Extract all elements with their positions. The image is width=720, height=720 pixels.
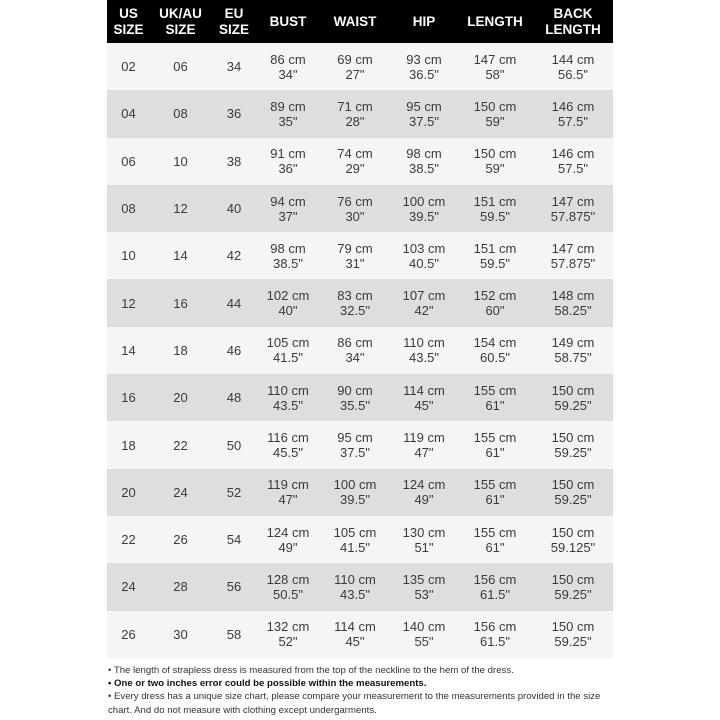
cm-value: 151 cm [473,240,517,256]
bust-cell [257,563,319,610]
cm-value: 119 cm [267,477,309,493]
cm-value: 98 cm [270,240,306,256]
inch-value: 61.5" [480,586,510,602]
cm-value: 150 cm [551,524,595,540]
waist-cell [319,279,391,326]
header-label: HIP [412,13,436,29]
hip-cell [391,138,457,185]
uk-size-cell: 28 [150,563,211,610]
cm-value: 154 cm [473,335,517,351]
bust-cell [257,516,319,563]
header-label: LENGTH [467,13,523,29]
inch-value: 51" [414,539,434,555]
uk-size-cell: 26 [150,516,211,563]
inch-value: 58" [485,66,505,82]
inch-value: 43.5" [340,586,370,602]
cm-value: 71 cm [337,98,373,114]
header-label: WAIST [333,13,377,29]
table-row [107,327,613,374]
length-cell [457,185,533,232]
hip-cell [391,611,457,658]
inch-value: 59.125" [550,539,596,555]
eu-size-cell: 50 [211,421,257,468]
inch-value: 49" [278,539,298,555]
waist-cell [319,421,391,468]
inch-value: 60" [485,303,505,319]
hip-cell [391,563,457,610]
inch-value: 28" [345,113,365,129]
size-chart-table [107,0,613,658]
hip-cell [391,43,457,90]
cm-value: 155 cm [473,382,517,398]
inch-value: 41.5" [273,350,303,366]
eu-size-cell: 56 [211,563,257,610]
inch-value: 39.5" [409,208,439,224]
back-cell [533,138,613,185]
cm-value: 100 cm [333,477,377,493]
cm-value: 110 cm [267,382,309,398]
header-label: BUST [269,13,307,29]
waist-header [319,0,391,43]
length-cell [457,327,533,374]
cm-value: 147 cm [551,240,595,256]
bust-cell [257,374,319,421]
note-item: • The length of strapless dress is measured from the top of the neckline to the hem of the dress. [108,665,514,676]
back-cell [533,232,613,279]
hip-cell [391,421,457,468]
us-size-cell: 04 [107,90,150,137]
eu-size-cell: 46 [211,327,257,374]
bust-cell [257,185,319,232]
length-cell [457,469,533,516]
cm-value: 155 cm [473,430,517,446]
cm-value: 132 cm [266,619,310,635]
length-cell [457,43,533,90]
inch-value: 59.25" [554,397,592,413]
inch-value: 39.5" [340,492,370,508]
cm-value: 114 cm [334,619,376,635]
eu-size-cell: 48 [211,374,257,421]
back-cell [533,374,613,421]
cm-value: 107 cm [402,288,446,304]
hip-cell [391,516,457,563]
inch-value: 59.25" [554,586,592,602]
uk-size-cell: 06 [150,43,211,90]
table-row [107,563,613,610]
uk-size-cell: 10 [150,138,211,185]
length-cell [457,138,533,185]
hip-cell [391,185,457,232]
cm-value: 152 cm [473,288,517,304]
inch-value: 61" [485,397,505,413]
cm-value: 105 cm [266,335,310,351]
inch-value: 45" [414,397,434,413]
inch-value: 35.5" [340,397,370,413]
waist-cell [319,374,391,421]
inch-value: 61.5" [480,634,510,650]
back-cell [533,185,613,232]
inch-value: 59.25" [554,492,592,508]
cm-value: 150 cm [551,619,595,635]
us-size-cell: 14 [107,327,150,374]
table-row [107,279,613,326]
cm-value: 74 cm [337,146,373,162]
eu-size-cell: 40 [211,185,257,232]
inch-value: 41.5" [340,539,370,555]
hip-cell [391,469,457,516]
inch-value: 59.5" [480,208,510,224]
length-cell [457,374,533,421]
inch-value: 34" [278,66,298,82]
header-label: EU [224,5,244,21]
inch-value: 36.5" [409,66,439,82]
eu-size-cell: 52 [211,469,257,516]
cm-value: 93 cm [406,51,442,67]
eu-size-cell: 34 [211,43,257,90]
inch-value: 52" [278,634,298,650]
header-label: SIZE [218,21,249,37]
cm-value: 86 cm [337,335,373,351]
inch-value: 42" [414,303,434,319]
waist-cell [319,563,391,610]
us-size-cell: 22 [107,516,150,563]
cm-value: 150 cm [551,571,595,587]
inch-value: 47" [278,492,298,508]
bust-cell [257,43,319,90]
table-row [107,611,613,658]
header-label: SIZE [165,21,196,37]
us-size-cell: 16 [107,374,150,421]
inch-value: 36" [278,161,298,177]
cm-value: 155 cm [473,524,517,540]
inch-value: 29" [345,161,365,177]
hip-cell [391,374,457,421]
inch-value: 37.5" [409,113,439,129]
inch-value: 38.5" [273,255,303,271]
cm-value: 150 cm [473,146,517,162]
bust-cell [257,421,319,468]
uk-size-cell: 18 [150,327,211,374]
inch-value: 35" [278,113,298,129]
header-label: UK/AU [159,5,202,21]
hip-header [391,0,457,43]
inch-value: 43.5" [273,397,303,413]
table-row [107,90,613,137]
header-label: LENGTH [545,21,601,37]
inch-value: 57.875" [550,255,596,271]
length-cell [457,232,533,279]
inch-value: 32.5" [340,303,370,319]
inch-value: 30" [345,208,365,224]
us-size-cell: 06 [107,138,150,185]
hip-cell [391,90,457,137]
table-row [107,516,613,563]
us-size-cell: 20 [107,469,150,516]
hip-cell [391,232,457,279]
header-row [107,0,613,43]
cm-value: 110 cm [403,335,445,351]
notes [108,664,608,717]
uk-size-cell: 30 [150,611,211,658]
uk-size-cell: 20 [150,374,211,421]
cm-value: 144 cm [551,51,595,67]
cm-value: 83 cm [337,288,373,304]
eu-size-cell: 38 [211,138,257,185]
cm-value: 119 cm [403,430,445,446]
length-cell [457,516,533,563]
table-row [107,43,613,90]
inch-value: 59.25" [554,634,592,650]
table-row [107,374,613,421]
cm-value: 156 cm [473,619,517,635]
cm-value: 86 cm [270,51,306,67]
eu-size-cell: 36 [211,90,257,137]
bust-cell [257,469,319,516]
cm-value: 155 cm [473,477,517,493]
inch-value: 40" [278,303,298,319]
waist-cell [319,185,391,232]
inch-value: 34" [345,350,365,366]
header-label: BACK [553,5,593,21]
cm-value: 79 cm [337,240,373,256]
length-cell [457,421,533,468]
bust-cell [257,90,319,137]
inch-value: 58.25" [554,303,592,319]
cm-value: 95 cm [406,98,442,114]
inch-value: 27" [345,66,365,82]
length-header [457,0,533,43]
bust-header [257,0,319,43]
cm-value: 146 cm [551,98,595,114]
cm-value: 100 cm [402,193,446,209]
cm-value: 147 cm [473,51,517,67]
cm-value: 150 cm [551,430,595,446]
cm-value: 150 cm [473,98,517,114]
size-chart [107,0,613,658]
hip-cell [391,279,457,326]
table-body [107,43,613,658]
back-cell [533,327,613,374]
eu-size-cell: 58 [211,611,257,658]
cm-value: 89 cm [270,98,306,114]
inch-value: 31" [345,255,365,271]
cm-value: 90 cm [337,382,373,398]
inch-value: 50.5" [273,586,303,602]
inch-value: 37.5" [340,445,370,461]
us-size-cell: 24 [107,563,150,610]
table-row [107,138,613,185]
cm-value: 150 cm [551,477,595,493]
us-size-cell: 10 [107,232,150,279]
waist-cell [319,232,391,279]
header-label: US [119,5,138,21]
waist-cell [319,327,391,374]
inch-value: 61" [485,492,505,508]
cm-value: 140 cm [402,619,446,635]
cm-value: 94 cm [270,193,306,209]
cm-value: 150 cm [551,382,595,398]
inch-value: 40.5" [409,255,439,271]
inch-value: 45.5" [273,445,303,461]
cm-value: 135 cm [402,571,446,587]
inch-value: 57.875" [550,208,596,224]
uk-size-cell: 14 [150,232,211,279]
back-cell [533,421,613,468]
back-cell [533,516,613,563]
back-length-header [533,0,613,43]
inch-value: 58.75" [554,350,592,366]
us-size-cell: 26 [107,611,150,658]
us-size-cell: 02 [107,43,150,90]
us-size-cell: 12 [107,279,150,326]
eu-size-cell: 44 [211,279,257,326]
inch-value: 59" [485,113,505,129]
table-row [107,185,613,232]
back-cell [533,469,613,516]
length-cell [457,611,533,658]
cm-value: 128 cm [266,571,310,587]
waist-cell [319,516,391,563]
note-item: • Every dress has a unique size chart, please compare your measurement to the measurements provided in the size chart. And do not measure with clothing except undergarments. [108,691,601,716]
inch-value: 61" [485,445,505,461]
eu-size-cell: 42 [211,232,257,279]
cm-value: 130 cm [402,524,446,540]
table-row [107,232,613,279]
uk-size-cell: 16 [150,279,211,326]
cm-value: 124 cm [402,477,446,493]
inch-value: 60.5" [480,350,510,366]
eu-size-cell: 54 [211,516,257,563]
inch-value: 57.5" [558,161,588,177]
cm-value: 76 cm [337,193,373,209]
length-cell [457,563,533,610]
us-size-header [107,0,150,43]
waist-cell [319,90,391,137]
inch-value: 47" [414,445,434,461]
bust-cell [257,611,319,658]
us-size-cell: 08 [107,185,150,232]
cm-value: 98 cm [406,146,442,162]
cm-value: 91 cm [270,146,306,162]
cm-value: 148 cm [551,288,595,304]
cm-value: 95 cm [337,430,373,446]
cm-value: 124 cm [266,524,310,540]
back-cell [533,279,613,326]
inch-value: 61" [485,539,505,555]
note-item: • One or two inches error could be possible within the measurements. [108,678,427,690]
back-cell [533,611,613,658]
cm-value: 146 cm [551,146,595,162]
inch-value: 38.5" [409,161,439,177]
waist-cell [319,611,391,658]
cm-value: 147 cm [551,193,595,209]
cm-value: 151 cm [473,193,517,209]
inch-value: 59.25" [554,445,592,461]
cm-value: 69 cm [337,51,373,67]
header-label: SIZE [113,21,144,37]
length-cell [457,279,533,326]
cm-value: 102 cm [266,288,310,304]
waist-cell [319,43,391,90]
uk-au-size-header [150,0,211,43]
back-cell [533,563,613,610]
cm-value: 116 cm [267,430,309,446]
inch-value: 56.5" [558,66,588,82]
eu-size-header [211,0,257,43]
inch-value: 59" [485,161,505,177]
inch-value: 45" [345,634,365,650]
cm-value: 149 cm [551,335,595,351]
hip-cell [391,327,457,374]
us-size-cell: 18 [107,421,150,468]
inch-value: 55" [414,634,434,650]
waist-cell [319,138,391,185]
cm-value: 114 cm [403,382,445,398]
uk-size-cell: 22 [150,421,211,468]
back-cell [533,43,613,90]
bust-cell [257,279,319,326]
table-row [107,421,613,468]
inch-value: 53" [414,586,434,602]
cm-value: 105 cm [333,524,377,540]
cm-value: 103 cm [402,240,446,256]
length-cell [457,90,533,137]
waist-cell [319,469,391,516]
inch-value: 59.5" [480,255,510,271]
inch-value: 37" [278,208,298,224]
bust-cell [257,327,319,374]
uk-size-cell: 08 [150,90,211,137]
bust-cell [257,138,319,185]
inch-value: 49" [414,492,434,508]
inch-value: 57.5" [558,113,588,129]
inch-value: 43.5" [409,350,439,366]
cm-value: 110 cm [334,571,376,587]
back-cell [533,90,613,137]
uk-size-cell: 24 [150,469,211,516]
cm-value: 156 cm [473,571,517,587]
table-row [107,469,613,516]
uk-size-cell: 12 [150,185,211,232]
bust-cell [257,232,319,279]
